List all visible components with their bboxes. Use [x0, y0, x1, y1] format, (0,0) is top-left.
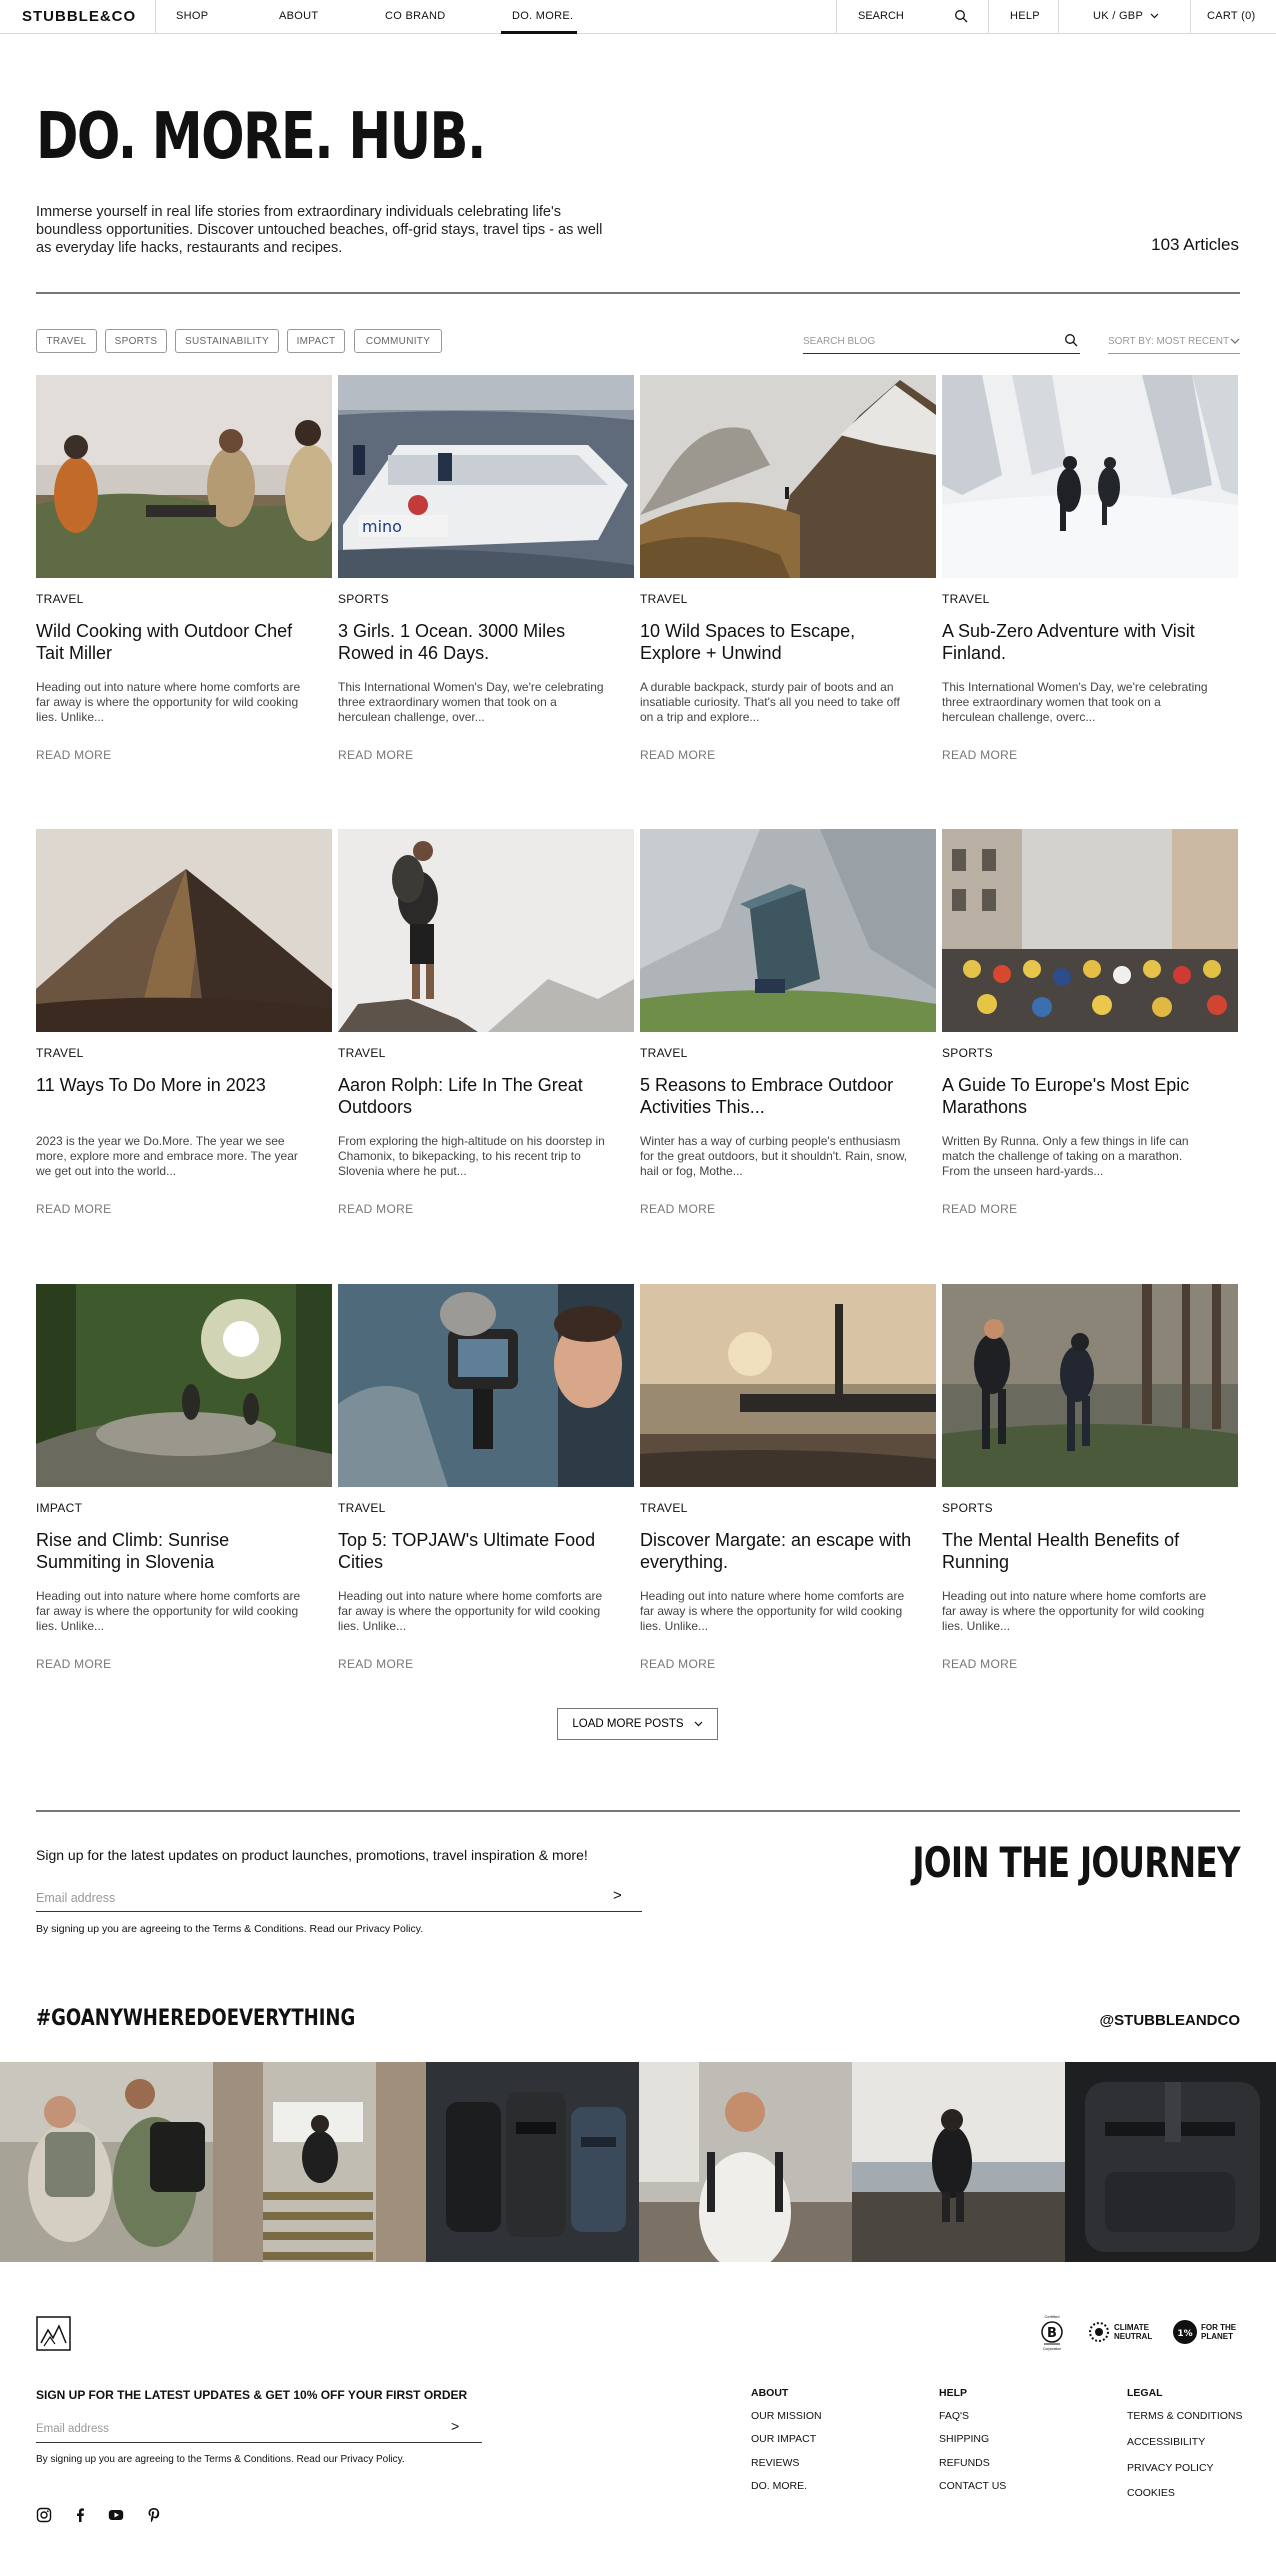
chevron-down-icon	[1150, 13, 1159, 19]
footer-link-contact-us[interactable]: CONTACT US	[939, 2480, 1007, 2492]
hashtag-heading: #GOANYWHEREDOEVERYTHING	[36, 2006, 356, 2031]
article-title[interactable]: 11 Ways To Do More in 2023	[36, 1075, 266, 1095]
page-description: Immerse yourself in real life stories from extraordinary individuals celebrating life's boundless opportunities. Discover untouched beaches, off-grid stays, travel tips - as well as everyday life hacks, restaurants and recipes.	[36, 204, 603, 256]
header-search-label[interactable]: SEARCH	[858, 10, 904, 22]
footer-link-do-more[interactable]: DO. MORE.	[751, 2480, 808, 2492]
filter-sustainability[interactable]: SUSTAINABILITY	[175, 329, 279, 353]
footer-link-reviews[interactable]: REVIEWS	[751, 2457, 800, 2469]
read-more-link[interactable]: READ MORE	[942, 1657, 1018, 1671]
footer-submit-arrow-icon[interactable]: >	[451, 2418, 460, 2434]
divider	[36, 1810, 1240, 1812]
footer-link-privacy[interactable]: PRIVACY POLICY	[1127, 2462, 1214, 2474]
article-count: 103 Articles	[1151, 235, 1239, 254]
article-title[interactable]: Discover Margate: an escape with everything.	[640, 1530, 912, 1572]
read-more-link[interactable]: READ MORE	[640, 748, 716, 762]
for-the-planet-line-2: PLANET	[1201, 2332, 1233, 2341]
article-category: TRAVEL	[942, 592, 990, 606]
youtube-icon[interactable]	[108, 2507, 124, 2523]
footer-link-accessibility[interactable]: ACCESSIBILITY	[1127, 2436, 1206, 2448]
page-title: DO. MORE. HUB.	[36, 100, 485, 174]
bcorp-letter: B	[1047, 2326, 1057, 2341]
divider	[155, 0, 156, 34]
article-excerpt: Heading out into nature where home comforts are far away is where the opportunity for wild cooking lies. Unlike...	[640, 1589, 905, 1633]
article-excerpt: Written By Runna. Only a few things in life can match the challenge of taking on a marathon. From the unseen hard-yards...	[942, 1134, 1189, 1178]
filter-sports[interactable]: SPORTS	[105, 329, 167, 353]
article-excerpt: Heading out into nature where home comforts are far away is where the opportunity for wild cooking lies. Unlike...	[36, 680, 301, 724]
article-category: SPORTS	[942, 1501, 993, 1515]
article-image[interactable]	[640, 375, 936, 578]
divider	[836, 0, 837, 34]
article-image[interactable]	[942, 375, 1238, 578]
climate-neutral-line-1: CLIMATE	[1114, 2323, 1149, 2332]
nav-shop[interactable]: SHOP	[176, 10, 209, 22]
divider	[36, 292, 1240, 294]
one-percent-text: 1%	[1177, 2329, 1193, 2339]
article-image[interactable]	[640, 1284, 936, 1487]
footer-link-shipping[interactable]: SHIPPING	[939, 2433, 990, 2445]
read-more-link[interactable]: READ MORE	[338, 1657, 414, 1671]
article-excerpt: This International Women's Day, we're celebrating three extraordinary women that took on a herculean challenge, over...	[338, 680, 604, 724]
bcorp-corporation-text: Corporation	[1042, 2347, 1062, 2351]
gallery-image[interactable]	[852, 2062, 1065, 2262]
article-title[interactable]: 5 Reasons to Embrace Outdoor Activities This...	[640, 1075, 894, 1117]
article-category: SPORTS	[338, 592, 389, 606]
article-category: TRAVEL	[338, 1046, 386, 1060]
sort-dropdown[interactable]	[1108, 330, 1240, 354]
read-more-link[interactable]: READ MORE	[640, 1202, 716, 1216]
help-link[interactable]: HELP	[1010, 10, 1040, 22]
filter-impact[interactable]: IMPACT	[287, 329, 345, 353]
brand-mark-icon[interactable]	[36, 2316, 71, 2351]
gallery-image[interactable]	[0, 2062, 213, 2262]
article-category: TRAVEL	[338, 1501, 386, 1515]
newsletter-submit-arrow-icon[interactable]: >	[613, 1887, 622, 1904]
read-more-link[interactable]: READ MORE	[942, 1202, 1018, 1216]
read-more-link[interactable]: READ MORE	[36, 748, 112, 762]
footer-link-cookies[interactable]: COOKIES	[1127, 2487, 1175, 2499]
one-percent-for-the-planet-icon	[1172, 2313, 1238, 2351]
article-excerpt: Heading out into nature where home comforts are far away is where the opportunity for wild cooking lies. Unlike...	[36, 1589, 301, 1633]
b-corp-certification-icon	[1038, 2313, 1066, 2351]
footer-link-refunds[interactable]: REFUNDS	[939, 2457, 990, 2469]
article-title[interactable]: A Guide To Europe's Most Epic Marathons	[942, 1075, 1190, 1117]
gallery-image[interactable]	[213, 2062, 426, 2262]
filter-travel[interactable]: TRAVEL	[36, 329, 97, 353]
site-header	[0, 0, 1276, 34]
blog-search-input[interactable]	[803, 330, 1080, 354]
article-category: TRAVEL	[640, 592, 688, 606]
load-more-label: LOAD MORE POSTS	[572, 1718, 684, 1730]
article-excerpt: This International Women's Day, we're celebrating three extraordinary women that took on a herculean challenge, overc...	[942, 680, 1208, 724]
article-image[interactable]	[338, 1284, 634, 1487]
footer-signup-heading: SIGN UP FOR THE LATEST UPDATES & GET 10% OFF YOUR FIRST ORDER	[36, 2388, 468, 2402]
divider	[1058, 0, 1059, 34]
article-category: IMPACT	[36, 1501, 83, 1515]
footer-link-our-mission[interactable]: OUR MISSION	[751, 2410, 822, 2422]
article-image[interactable]	[640, 829, 936, 1032]
footer-link-terms[interactable]: TERMS & CONDITIONS	[1127, 2410, 1243, 2422]
read-more-link[interactable]: READ MORE	[640, 1657, 716, 1671]
svg-text:mino: mino	[362, 517, 402, 536]
article-title[interactable]: The Mental Health Benefits of Running	[942, 1530, 1180, 1572]
newsletter-email-input[interactable]	[36, 1884, 642, 1912]
filter-community[interactable]: COMMUNITY	[354, 329, 442, 353]
region-label: UK / GBP	[1093, 10, 1143, 22]
join-heading: JOIN THE JOURNEY	[912, 1838, 1240, 1887]
load-more-button[interactable]	[557, 1708, 718, 1740]
climate-neutral-icon	[1084, 2313, 1156, 2351]
read-more-link[interactable]: READ MORE	[36, 1657, 112, 1671]
instagram-handle[interactable]: @STUBBLEANDCO	[1099, 2012, 1240, 2029]
article-title[interactable]: A Sub-Zero Adventure with Visit Finland.	[942, 621, 1195, 663]
footer-link-faqs[interactable]: FAQ'S	[939, 2410, 970, 2422]
article-image[interactable]	[36, 1284, 332, 1487]
article-image[interactable]	[338, 375, 634, 578]
article-category: TRAVEL	[640, 1046, 688, 1060]
nav-do-more[interactable]: DO. MORE.	[512, 10, 574, 22]
article-category: TRAVEL	[36, 592, 84, 606]
article-image[interactable]	[942, 1284, 1238, 1487]
instagram-icon[interactable]	[36, 2507, 52, 2523]
nav-active-indicator	[501, 31, 577, 34]
pinterest-icon[interactable]	[146, 2507, 162, 2523]
climate-neutral-line-2: NEUTRAL	[1114, 2332, 1153, 2341]
footer-link-our-impact[interactable]: OUR IMPACT	[751, 2433, 817, 2445]
article-title[interactable]: Top 5: TOPJAW's Ultimate Food Cities	[338, 1530, 596, 1572]
facebook-icon[interactable]	[72, 2507, 88, 2523]
site-logo[interactable]: STUBBLE&CO	[22, 8, 137, 25]
article-image[interactable]	[36, 375, 332, 578]
for-the-planet-line-1: FOR THE	[1201, 2323, 1237, 2332]
cart-link[interactable]: CART (0)	[1207, 10, 1256, 22]
region-selector[interactable]	[1093, 10, 1159, 22]
article-image[interactable]	[36, 829, 332, 1032]
footer-about-title: ABOUT	[751, 2387, 789, 2399]
article-excerpt: Winter has a way of curbing people's enthusiasm for the great outdoors, but it shouldn't. Rain, snow, hail or fog, Mothe...	[640, 1134, 908, 1178]
read-more-link[interactable]: READ MORE	[338, 1202, 414, 1216]
newsletter-text: Sign up for the latest updates on product launches, promotions, travel inspiration & more!	[36, 1847, 588, 1863]
article-excerpt: Heading out into nature where home comforts are far away is where the opportunity for wild cooking lies. Unlike...	[942, 1589, 1207, 1633]
divider	[1190, 0, 1191, 34]
footer-legal-title: LEGAL	[1127, 2387, 1163, 2399]
search-icon[interactable]	[1064, 333, 1078, 347]
article-title[interactable]: Wild Cooking with Outdoor Chef Tait Miller	[36, 621, 293, 663]
article-excerpt: Heading out into nature where home comforts are far away is where the opportunity for wild cooking lies. Unlike...	[338, 1589, 603, 1633]
footer-email-input[interactable]	[36, 2415, 482, 2443]
article-title[interactable]: 10 Wild Spaces to Escape, Explore + Unwind	[640, 621, 856, 663]
article-excerpt: A durable backpack, sturdy pair of boots and an insatiable curiosity. That's all you need to take off on a trip and explore...	[640, 680, 900, 724]
article-category: TRAVEL	[36, 1046, 84, 1060]
chevron-down-icon	[694, 1721, 703, 1727]
gallery-image[interactable]	[1065, 2062, 1276, 2262]
gallery-image[interactable]	[426, 2062, 639, 2262]
article-title[interactable]: Aaron Rolph: Life In The Great Outdoors	[338, 1075, 583, 1117]
sort-label: SORT BY: MOST RECENT	[1108, 336, 1230, 347]
read-more-link[interactable]: READ MORE	[36, 1202, 112, 1216]
chevron-down-icon	[1230, 336, 1240, 346]
article-excerpt: 2023 is the year we Do.More. The year we see more, explore more and embrace more. The year we get out into the world...	[36, 1134, 298, 1178]
article-excerpt: From exploring the high-altitude on his doorstep in Chamonix, to bikepacking, to his recent trip to Slovenia where he put...	[338, 1134, 605, 1178]
search-icon[interactable]	[954, 9, 968, 23]
bcorp-certified-text: Certified	[1044, 2314, 1060, 2319]
article-image[interactable]	[942, 829, 1238, 1032]
divider	[988, 0, 989, 34]
article-category: SPORTS	[942, 1046, 993, 1060]
article-title[interactable]: 3 Girls. 1 Ocean. 3000 Miles Rowed in 46 Days.	[338, 621, 566, 663]
article-title[interactable]: Rise and Climb: Sunrise Summiting in Slovenia	[36, 1530, 230, 1572]
read-more-link[interactable]: READ MORE	[942, 748, 1018, 762]
article-category: TRAVEL	[640, 1501, 688, 1515]
gallery-image[interactable]	[639, 2062, 852, 2262]
nav-co-brand[interactable]: CO BRAND	[385, 10, 446, 22]
footer-help-title: HELP	[939, 2387, 968, 2399]
nav-about[interactable]: ABOUT	[279, 10, 319, 22]
newsletter-terms: By signing up you are agreeing to the Terms & Conditions. Read our Privacy Policy.	[36, 1923, 424, 1935]
article-image[interactable]	[338, 829, 634, 1032]
read-more-link[interactable]: READ MORE	[338, 748, 414, 762]
footer-terms: By signing up you are agreeing to the Terms & Conditions. Read our Privacy Policy.	[36, 2454, 405, 2465]
